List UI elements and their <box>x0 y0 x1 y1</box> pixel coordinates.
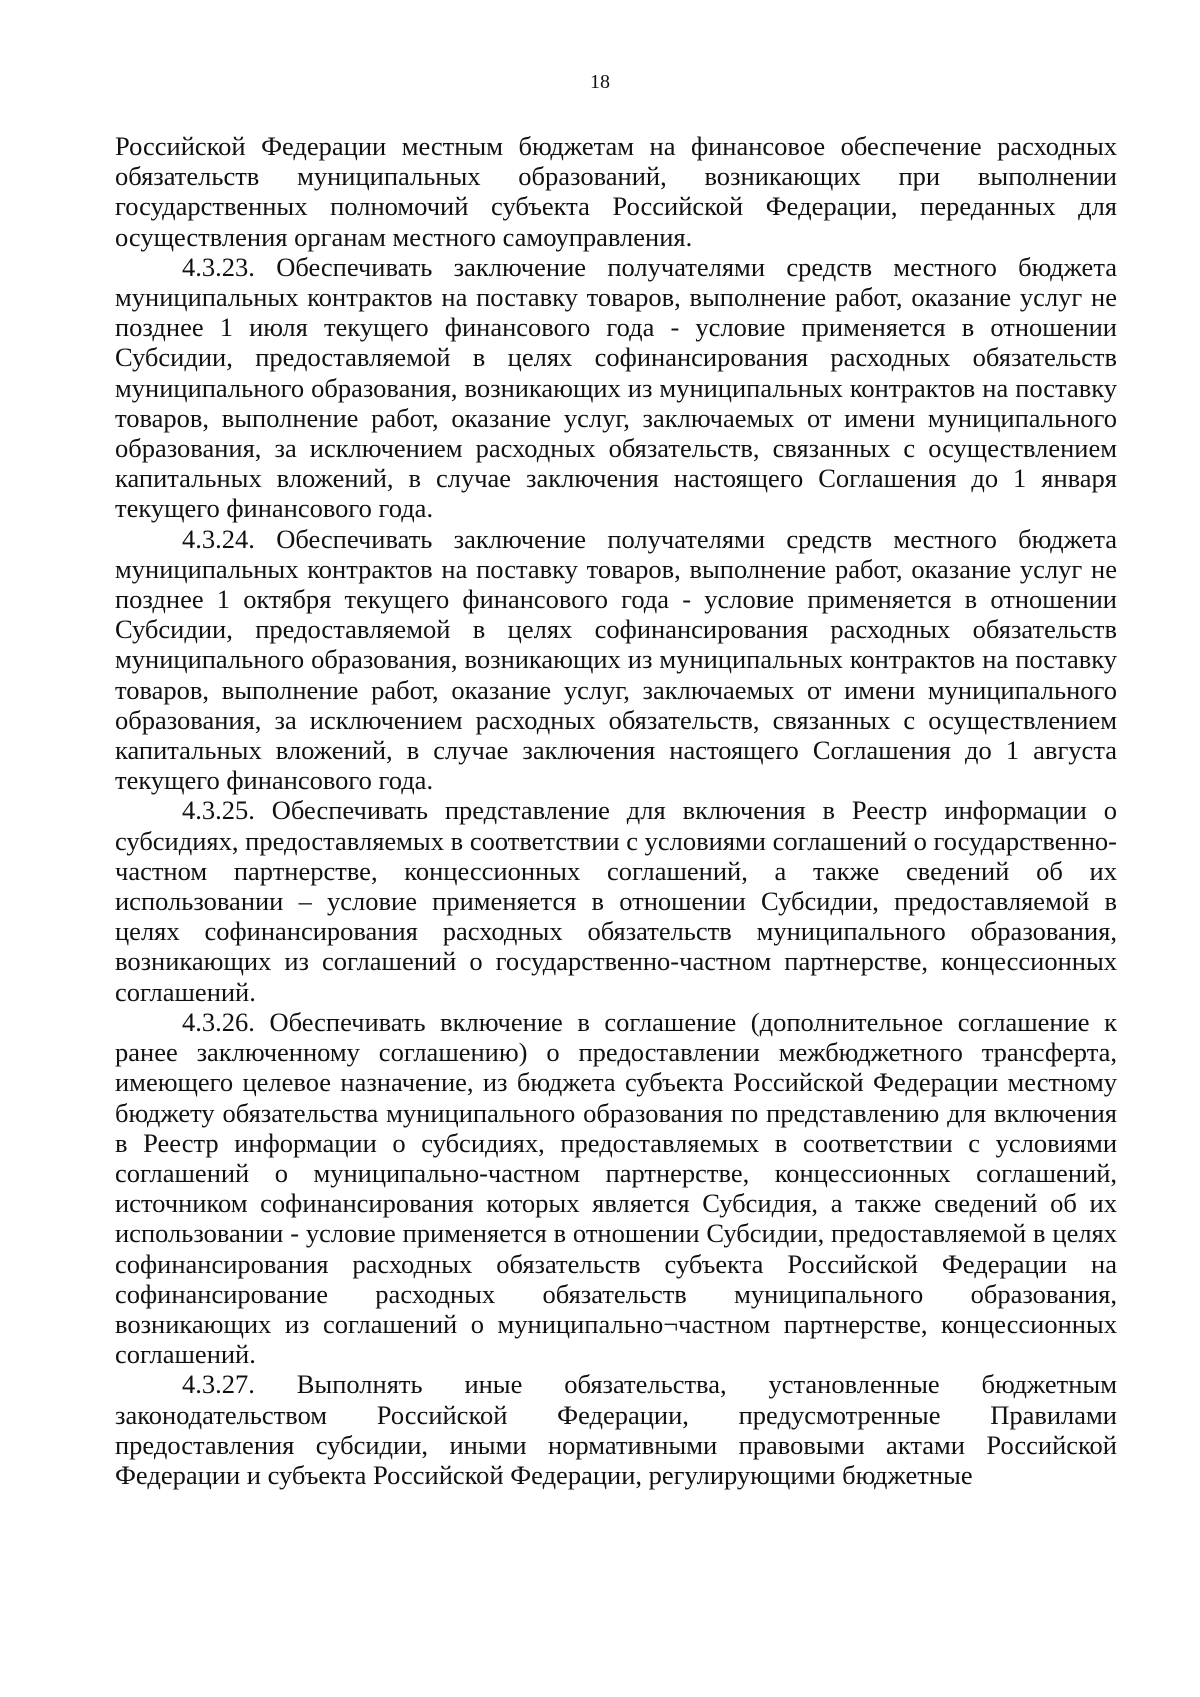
page-number: 18 <box>590 71 610 93</box>
paragraph-number: 4.3.24. <box>182 523 255 554</box>
paragraph-4-3-23 <box>115 252 1117 524</box>
paragraph-text: Обеспечивать представление для включения в Реестр информации о субсидиях, предоставляемых в соответствии с условиями соглашений о государственно-частном партнерстве, концессионных соглашений, а также сведений об их использовании – условие применяется в отношении Субсидии, предоставляемой в целях софинансирования расходных обязательств муниципального образования, возникающих из соглашений о государственно-частном партнерстве, концессионных соглашений. <box>115 795 1117 1007</box>
paragraph-continuation <box>115 131 1117 252</box>
paragraph-number: 4.3.27. <box>182 1369 255 1400</box>
paragraph-text: Выполнять иные обязательства, установленные бюджетным законодательством Российской Федерации, предусмотренные Правилами предоставления субсидии, иными нормативными правовыми актами Российской Федерации и субъекта Российской Федерации, регулирующими бюджетные <box>115 1369 1117 1490</box>
paragraph-text: Обеспечивать включение в соглашение (дополнительное соглашение к ранее заключенному соглашению) о предоставлении межбюджетного трансферта, имеющего целевое назначение, из бюджета субъекта Российской Федерации местному бюджету обязательства муниципального образования по представлению для включения в Реестр информации о субсидиях, предоставляемых в соответствии с условиями соглашений о муниципально-частном партнерстве, концессионных соглашений, источником софинансирования которых является Субсидия, а также сведений об их использовании - условие применяется в отношении Субсидии, предоставляемой в целях софинансирования расходных обязательств субъекта Российской Федерации на софинансирование расходных обязательств муниципального образования, возникающих из соглашений о муниципально¬частном партнерстве, концессионных соглашений. <box>115 1006 1117 1370</box>
paragraph-text: Обеспечивать заключение получателями средств местного бюджета муниципальных контрактов на поставку товаров, выполнение работ, оказание услуг не позднее 1 июля текущего финансового года - условие применяется в отношении Субсидии, предоставляемой в целях софинансирования расходных обязательств муниципального образования, возникающих из муниципальных контрактов на поставку товаров, выполнение работ, оказание услуг, заключаемых от имени муниципального образования, за исключением расходных обязательств, связанных с осуществлением капитальных вложений, в случае заключения настоящего Соглашения до 1 января текущего финансового года. <box>115 251 1117 524</box>
paragraph-4-3-26 <box>115 1007 1117 1369</box>
paragraph-number: 4.3.26. <box>182 1006 255 1037</box>
paragraph-4-3-25 <box>115 795 1117 1006</box>
paragraph-text: Российской Федерации местным бюджетам на финансовое обеспечение расходных обязательств муниципальных образований, возникающих при выполнении государственных полномочий субъекта Российской Федерации, переданных для осуществления органам местного самоуправления. <box>115 131 1117 252</box>
paragraph-text: Обеспечивать заключение получателями средств местного бюджета муниципальных контрактов на поставку товаров, выполнение работ, оказание услуг не позднее 1 октября текущего финансового года - условие применяется в отношении Субсидии, предоставляемой в целях софинансирования расходных обязательств муниципального образования, возникающих из муниципальных контрактов на поставку товаров, выполнение работ, оказание услуг, заключаемых от имени муниципального образования, за исключением расходных обязательств, связанных с осуществлением капитальных вложений, в случае заключения настоящего Соглашения до 1 августа текущего финансового года. <box>115 523 1117 796</box>
paragraph-4-3-24 <box>115 524 1117 796</box>
paragraph-4-3-27 <box>115 1369 1117 1490</box>
paragraph-number: 4.3.25. <box>182 795 255 826</box>
paragraph-number: 4.3.23. <box>182 251 255 282</box>
document-body <box>115 131 1117 1490</box>
